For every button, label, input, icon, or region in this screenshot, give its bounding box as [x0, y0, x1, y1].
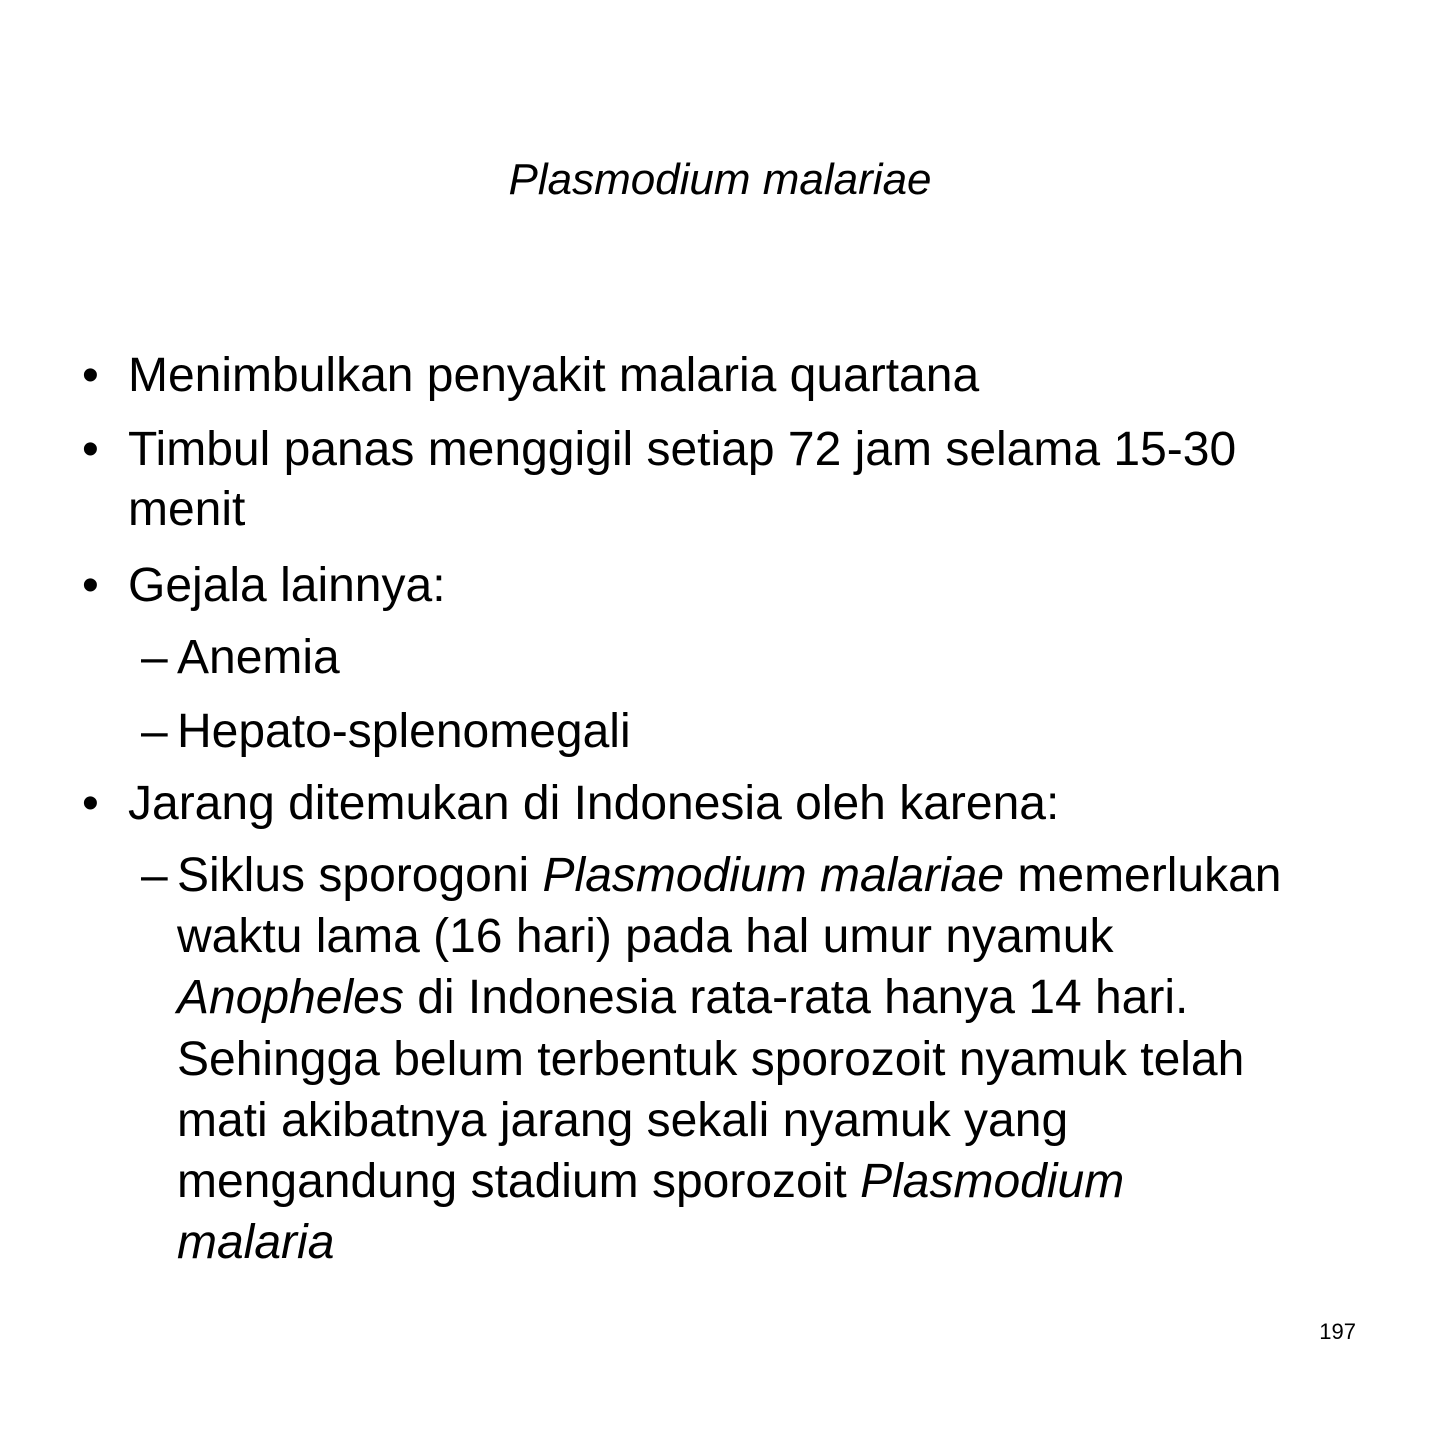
sub-item-line: mati akibatnya jarang sekali nyamuk yang [177, 1094, 1069, 1147]
dash-icon: – [141, 631, 168, 684]
dash-icon: – [141, 705, 168, 758]
bullet-text-continuation: menit [128, 483, 246, 536]
bullet-text: Menimbulkan penyakit malaria quartana [128, 349, 980, 402]
bullet-icon: • [82, 777, 99, 830]
sub-item-line: mengandung stadium sporozoit Plasmodium [177, 1155, 1125, 1208]
sub-item-text: Siklus sporogoni Plasmodium malariae memerlukan [177, 849, 1282, 902]
species-name: Plasmodium [860, 1155, 1125, 1208]
bullet-text: Jarang ditemukan di Indonesia oleh karena: [128, 777, 1060, 830]
slide-title: Plasmodium malariae [508, 155, 932, 204]
sub-item-text: Anemia [177, 631, 340, 684]
sub-item-line: Sehingga belum terbentuk sporozoit nyamuk telah [177, 1033, 1245, 1086]
genus-name: Anopheles [177, 971, 404, 1024]
bullet-icon: • [82, 559, 99, 612]
sub-item-line: waktu lama (16 hari) pada hal umur nyamuk [177, 910, 1114, 963]
bullet-icon: • [82, 423, 99, 476]
bullet-text: Gejala lainnya: [128, 559, 446, 612]
bullet-text: Timbul panas menggigil setiap 72 jam selama 15-30 [128, 423, 1237, 476]
sub-item-text: Hepato-splenomegali [177, 705, 631, 758]
species-name: Plasmodium malariae [542, 849, 1005, 902]
sub-item-line: Anopheles di Indonesia rata-rata hanya 14 hari. [177, 971, 1189, 1024]
sub-item-line [177, 1211, 334, 1275]
page-number: 197 [1319, 1319, 1356, 1344]
dash-icon: – [141, 849, 168, 902]
bullet-icon: • [82, 349, 99, 402]
species-name: malaria [177, 1216, 335, 1269]
